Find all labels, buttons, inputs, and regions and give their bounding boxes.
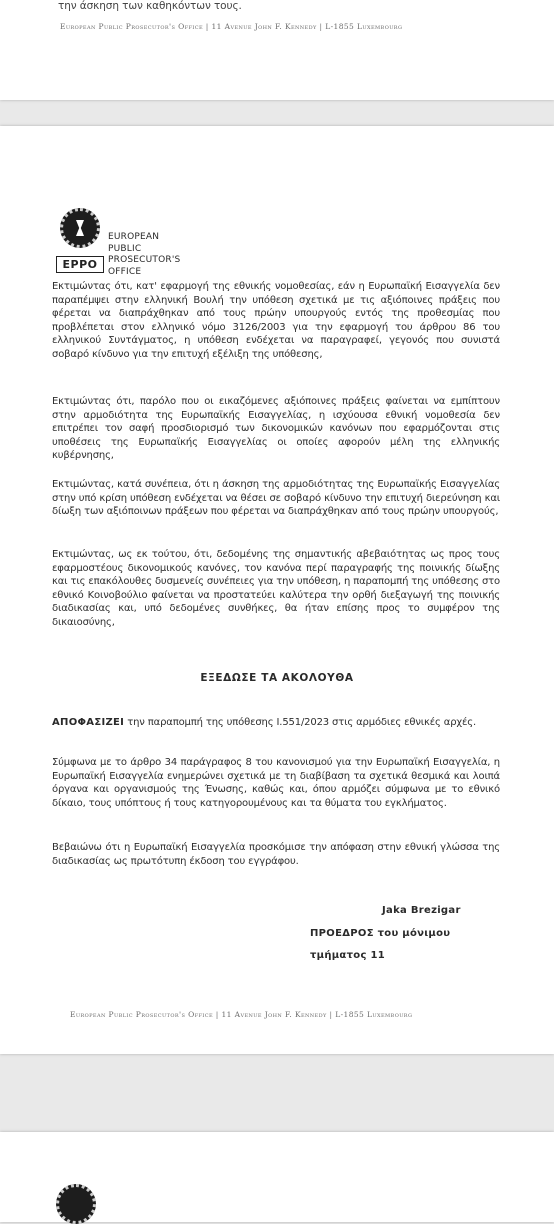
paragraph-1: Εκτιμώντας ότι, κατ' εφαρμογή της εθνικής νομοθεσίας, εάν η Ευρωπαϊκή Εισαγγελία δεν παραπέμψει στην ελληνική Βουλή την υπόθεση σχετικά με τις αξιόποινες πράξεις που φέρεται να διαπράχθηκαν από τους πρώην υπουργούς εντός της προθεσμίας που προβλέπεται στον ελληνικό νόμο 3126/2003 για την εφαρμογή του άρθρου 86 του ελληνικού Συντάγματος, η υπόθεση ενδέχεται να παραγραφεί, γεγονός που συνιστά σοβαρό κίνδυνο για την επιτυχή εξέλιξη της υπόθεσης, [52, 281, 500, 360]
decision-heading: ΕΞΕΔΩΣΕ ΤΑ ΑΚΟΛΟΥΘΑ [200, 672, 354, 684]
decides-text: την παραπομπή της υπόθεσης I.551/2023 στις αρμόδιες εθνικές αρχές. [124, 717, 477, 728]
org-name [108, 232, 180, 278]
previous-page-last-line: την άσκηση των καθηκόντων τους. [58, 0, 242, 12]
decision-paragraph [52, 716, 500, 730]
signatory-title-line-2: τμήματος 11 [310, 950, 385, 961]
previous-page [0, 0, 554, 100]
decides-keyword: ΑΠΟΦΑΣΙΖΕΙ [52, 717, 125, 728]
signatory-name: Jaka Brezigar [382, 905, 461, 916]
paragraph-3: Εκτιμώντας, κατά συνέπεια, ότι η άσκηση της αρμοδιότητας της Ευρωπαϊκής Εισαγγελίας στην υπό κρίση υπόθεση ενδέχεται να θέσει σε σοβαρό κίνδυνο την επιτυχή διερεύνηση και δίωξη των αξιόποινων πράξεων που φέρεται να διαπράχθηκαν από τους πρώην υπουργούς, [52, 479, 500, 518]
previous-page-footer: European Public Prosecutor's Office | 11 Avenue John F. Kennedy | L-1855 Luxembourg [60, 22, 403, 31]
page-footer: European Public Prosecutor's Office | 11 Avenue John F. Kennedy | L-1855 Luxembourg [70, 1010, 413, 1019]
next-page-emblem-icon [56, 1184, 96, 1224]
org-line-1: EUROPEAN [108, 232, 160, 242]
closing-paragraph-2: Βεβαιώνω ότι η Ευρωπαϊκή Εισαγγελία προσκόμισε την απόφαση στην εθνική γλώσσα της διαδικασίας ως πρωτότυπη έκδοση του εγγράφου. [52, 842, 500, 867]
paragraph-2: Εκτιμώντας ότι, παρόλο που οι εικαζόμενες αξιόποινες πράξεις φαίνεται να εμπίπτουν στην αρμοδιότητα της Ευρωπαϊκής Εισαγγελίας, η ισχύουσα εθνική νομοθεσία δεν επιτρέπει τον σαφή προσδιορισμό των δικονομικών κανόνων που εφαρμόζονται στις υποθέσεις της Ευρωπαϊκής Εισαγγελίας οι οποίες αφορούν μέλη της ελληνικής κυβέρνησης, [52, 396, 500, 462]
signatory-title-line-1: ΠΡΟΕΔΡΟΣ του μόνιμου [310, 928, 451, 939]
org-line-2: PUBLIC [108, 243, 142, 254]
paragraph-4: Εκτιμώντας, ως εκ τούτου, ότι, δεδομένης της σημαντικής αβεβαιότητας ως προς τους εφαρμοστέους δικονομικούς κανόνες, τον κανόνα περί παραγραφής της ποινικής δίωξης και τις επακόλουθες δυσμενείς συνέπειες για την υπόθεση, η παραπομπή της υπόθεσης στο εθνικό Κοινοβούλιο φαίνεται να προστατεύει καλύτερα την ορθή διεξαγωγή της ποινικής διαδικασίας και, υπό δεδομένες συνθήκες, θα ήταν επίσης προς το συμφέρον της δικαιοσύνης, [52, 549, 500, 628]
org-line-3: PROSECUTOR'S [108, 255, 181, 265]
eppo-emblem-icon [60, 208, 100, 248]
closing-paragraph-1: Σύμφωνα με το άρθρο 34 παράγραφος 8 του κανονισμού για την Ευρωπαϊκή Εισαγγελία, η Ευρωπαϊκή Εισαγγελία ενημερώνει σχετικά με τη διαβίβαση τα σχετικά θεσμικά και λοιπά όργανα και οργανισμούς της Ένωσης, καθώς και, όπου αρμόζει σύμφωνα με το εθνικό δίκαιο, τους υπόπτους ή τους κατηγορουμένους και τα θύματα του εγκλήματος. [52, 757, 500, 809]
next-page-stars-icon [56, 1184, 96, 1224]
org-line-4: OFFICE [108, 266, 142, 277]
eppo-logo-abbr: EPPO [56, 256, 104, 273]
